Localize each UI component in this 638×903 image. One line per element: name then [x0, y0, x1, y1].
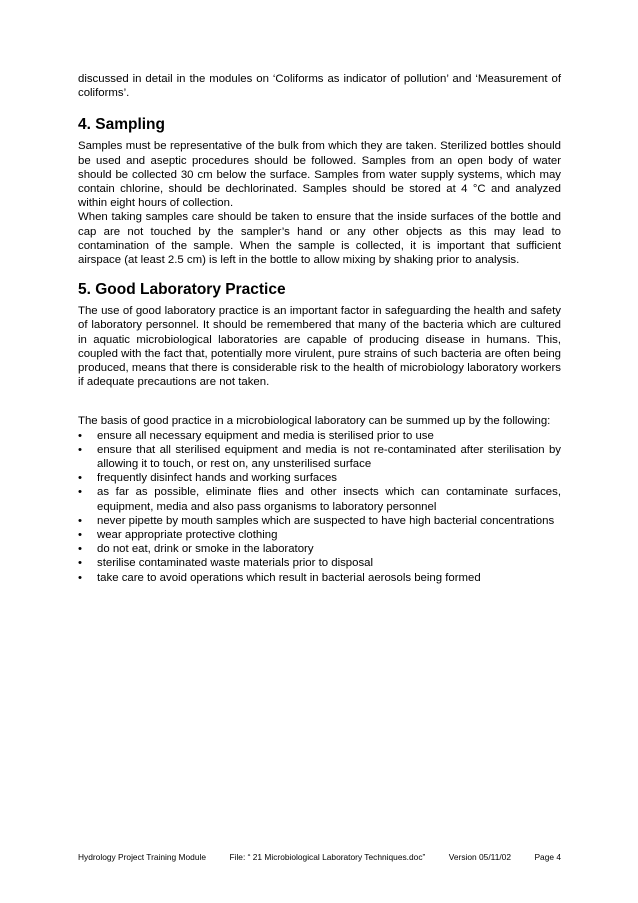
list-item — [78, 485, 561, 513]
footer-version: Version 05/11/02 — [448, 852, 511, 862]
list-item — [78, 514, 561, 528]
intro-paragraph: discussed in detail in the modules on ‘Coliforms as indicator of pollution’ and ‘Measurement of coliforms’. — [78, 73, 561, 100]
list-item-text: frequently disinfect hands and working surfaces — [97, 472, 337, 485]
bullet-icon: • — [78, 472, 82, 485]
good-practice-list — [78, 429, 561, 585]
page-footer — [78, 852, 561, 863]
list-item-text: as far as possible, eliminate flies and other insects which can contaminate surfaces, equipment, media and also pass organisms to laboratory personnel — [97, 486, 561, 513]
section-4-paragraph-1: Samples must be representative of the bulk from which they are taken. Sterilized bottles should be used and aseptic procedures should be followed. Samples from an open body of water should be collected 30 cm below the surface. Samples from water supply systems, which may contain chlorine, should be dechlorinated. Samples should be stored at 4 °C and analyzed within eight hours of collection. — [78, 140, 561, 210]
list-item-text: sterilise contaminated waste materials prior to disposal — [97, 557, 374, 570]
section-4-heading: 4. Sampling — [78, 116, 165, 134]
footer-module: Hydrology Project Training Module — [78, 852, 207, 862]
bullet-icon: • — [78, 529, 82, 542]
bullet-icon: • — [78, 557, 82, 570]
list-item-text: wear appropriate protective clothing — [97, 529, 278, 542]
section-5-paragraph-2: The basis of good practice in a microbiological laboratory can be summed up by the following: — [78, 415, 551, 428]
bullet-icon: • — [78, 543, 82, 556]
bullet-icon: • — [78, 486, 82, 499]
bullet-icon: • — [78, 571, 82, 584]
footer-page-number: Page 4 — [534, 852, 561, 862]
list-item — [78, 542, 561, 556]
list-item-text: do not eat, drink or smoke in the laboratory — [97, 543, 314, 556]
bullet-icon: • — [78, 429, 82, 442]
list-item — [78, 471, 561, 485]
list-item-text: ensure all necessary equipment and media is sterilised prior to use — [97, 429, 434, 442]
bullet-icon: • — [78, 443, 82, 456]
list-item — [78, 556, 561, 570]
section-5-paragraph-1: The use of good laboratory practice is an important factor in safeguarding the health and safety of laboratory personnel. It should be remembered that many of the bacteria which are cultured in aquatic microbiological laboratories are capable of producing disease in humans. This, coupled with the fact that, potentially more virulent, pure strains of such bacteria are often being produced, means that there is considerable risk to the health of microbiology laboratory workers if adequate precautions are not taken. — [78, 305, 561, 389]
list-item — [78, 528, 561, 542]
bullet-icon: • — [78, 514, 82, 527]
document-body — [78, 72, 561, 585]
footer-file: File: “ 21 Microbiological Laboratory Techniques.doc” — [229, 852, 426, 862]
list-item-text: never pipette by mouth samples which are suspected to have high bacterial concentrations — [97, 514, 555, 527]
list-item-text: ensure that all sterilised equipment and media is not re-contaminated after sterilisation by allowing it to touch, or rest on, any unsterilised surface — [97, 443, 561, 471]
section-4-paragraph-2: When taking samples care should be taken to ensure that the inside surfaces of the bottle and cap are not touched by the sampler’s hand or any other objects as this may lead to contamination of the sample. When the sample is collected, it is important that sufficient airspace (at least 2.5 cm) is left in the bottle to allow mixing by shaking prior to analysis. — [78, 211, 561, 267]
list-item-text: take care to avoid operations which result in bacterial aerosols being formed — [97, 571, 481, 584]
list-item — [78, 429, 561, 443]
list-item — [78, 443, 561, 471]
section-5-heading: 5. Good Laboratory Practice — [78, 281, 286, 299]
list-item — [78, 571, 561, 585]
